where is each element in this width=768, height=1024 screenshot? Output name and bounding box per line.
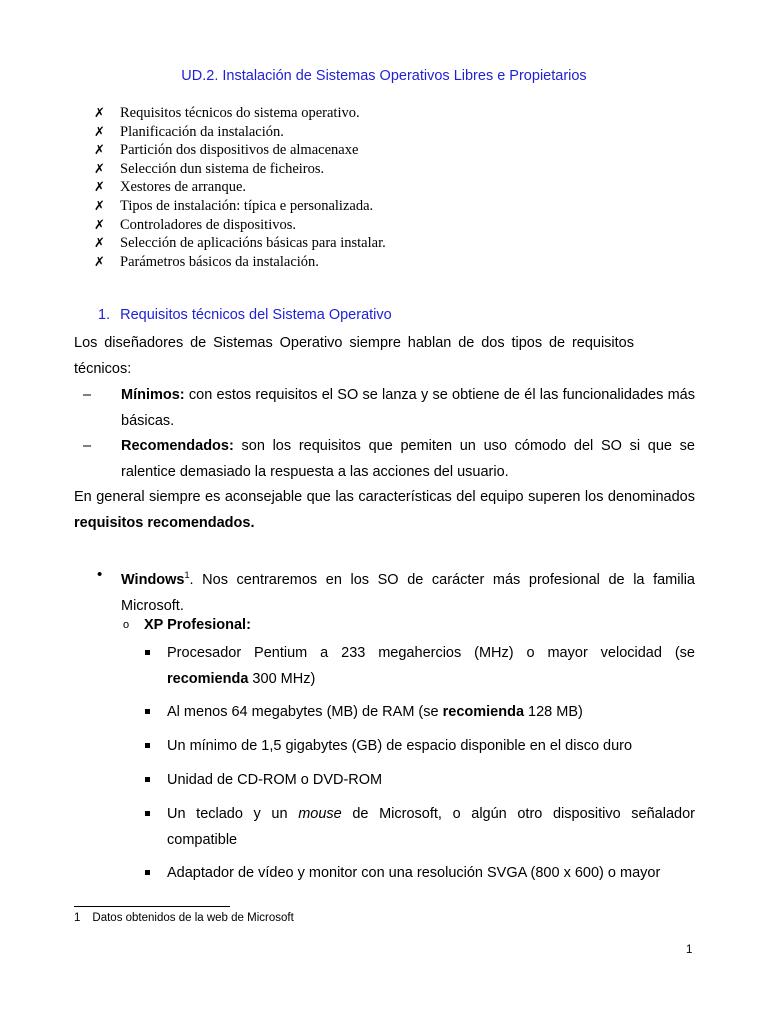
bullet-square-icon — [145, 811, 150, 816]
text-italic: mouse — [298, 806, 342, 822]
list-item — [94, 160, 386, 179]
xp-requirement-video: Adaptador de vídeo y monitor con una resolución SVGA (800 x 600) o mayor — [167, 865, 661, 881]
list-item — [94, 123, 386, 142]
cross-mark-icon: ✗ — [94, 161, 105, 177]
xp-requirement-disk: Un mínimo de 1,5 gigabytes (GB) de espacio disponible en el disco duro — [167, 738, 633, 754]
list-item — [94, 104, 386, 123]
footnote-ref: 1 — [184, 570, 190, 580]
xp-label: XP Profesional: — [144, 617, 251, 633]
list-item — [94, 141, 386, 160]
bullet-circle-icon: o — [123, 619, 130, 631]
list-item — [94, 216, 386, 235]
dash-bullet-icon: – — [83, 438, 92, 454]
list-item-text: Selección dun sistema de ficheiros. — [120, 160, 325, 177]
text-part: Al menos 64 megabytes (MB) de RAM (se — [167, 704, 443, 720]
section-title: Requisitos técnicos del Sistema Operativo — [120, 307, 392, 323]
text-part: Un teclado y un — [167, 806, 299, 822]
footnote — [74, 912, 294, 924]
document-title: UD.2. Instalación de Sistemas Operativos Libres e Propietarios — [181, 68, 587, 84]
list-item — [94, 178, 386, 197]
xp-requirement-cpu — [167, 640, 695, 692]
list-item — [94, 197, 386, 216]
footnote-text: Datos obtenidos de la web de Microsoft — [92, 912, 294, 924]
cross-mark-icon: ✗ — [94, 254, 105, 270]
requirement-text: con estos requisitos el SO se lanza y se obtiene de él las funcionalidades más básicas. — [121, 387, 695, 429]
list-item-text: Partición dos dispositivos de almacenaxe — [120, 142, 359, 159]
text-part: 128 MB) — [524, 704, 583, 720]
requirement-label: Recomendados: — [121, 438, 234, 454]
list-item — [94, 253, 386, 272]
xp-requirement-cdrom: Unidad de CD-ROM o DVD-ROM — [167, 772, 383, 788]
cross-mark-icon: ✗ — [94, 217, 105, 233]
footnote-divider — [74, 906, 230, 907]
bullet-square-icon — [145, 650, 150, 655]
xp-heading — [144, 612, 251, 638]
bullet-dot-icon: • — [97, 566, 103, 583]
list-item-text: Controladores de dispositivos. — [120, 216, 297, 233]
bullet-square-icon — [145, 870, 150, 875]
requirement-recomendados — [121, 433, 695, 485]
text-bold: recomienda — [167, 671, 249, 687]
bullet-square-icon — [145, 709, 150, 714]
dash-bullet-icon: – — [83, 387, 92, 403]
cross-mark-icon: ✗ — [94, 180, 105, 196]
section-heading — [98, 307, 392, 323]
xp-requirement-ram — [167, 699, 695, 725]
general-text: En general siempre es aconsejable que las características del equipo superen los denominados — [74, 489, 695, 505]
requirement-label: Mínimos: — [121, 387, 185, 403]
cross-mark-icon: ✗ — [94, 124, 105, 140]
windows-paragraph — [121, 562, 695, 619]
intro-paragraph: Los diseñadores de Sistemas Operativo siempre hablan de dos tipos de requisitos técnicos: — [74, 335, 634, 377]
windows-text: . Nos centraremos en los SO de carácter más profesional de la familia Microsoft. — [121, 571, 695, 614]
text-part: de Microsoft, o algún otro dispositivo señalador compatible — [167, 806, 695, 848]
xp-requirement-keyboard — [167, 801, 695, 853]
list-item-text: Tipos de instalación: típica e personalizada. — [120, 197, 374, 214]
general-paragraph — [74, 484, 695, 536]
windows-label: Windows — [121, 571, 185, 588]
bullet-square-icon — [145, 743, 150, 748]
requirement-minimos — [121, 382, 695, 434]
footnote-number: 1 — [74, 912, 81, 924]
list-item-text: Xestores de arranque. — [120, 179, 247, 196]
section-number: 1. — [98, 307, 111, 323]
list-item — [94, 234, 386, 253]
list-item-text: Selección de aplicacións básicas para instalar. — [120, 235, 386, 252]
general-bold: requisitos recomendados. — [74, 515, 255, 531]
cross-mark-icon: ✗ — [94, 143, 105, 159]
list-item-text: Parámetros básicos da instalación. — [120, 253, 319, 270]
text-part: 300 MHz) — [248, 671, 316, 687]
requirement-text: son los requisitos que pemiten un uso cómodo del SO si que se ralentice demasiado la respuesta a las acciones del usuario. — [121, 438, 695, 480]
cross-mark-icon: ✗ — [94, 236, 105, 252]
page-number: 1 — [686, 944, 693, 956]
bullet-square-icon — [145, 777, 150, 782]
cross-mark-icon: ✗ — [94, 106, 105, 121]
text-part: Procesador Pentium a 233 megahercios (MHz) o mayor velocidad (se — [167, 645, 695, 661]
cross-mark-icon: ✗ — [94, 198, 105, 214]
text-bold: recomienda — [442, 704, 525, 720]
list-item-text: Planificación da instalación. — [120, 123, 284, 140]
topic-list — [94, 104, 386, 271]
list-item-text: Requisitos técnicos do sistema operativo. — [120, 105, 360, 121]
